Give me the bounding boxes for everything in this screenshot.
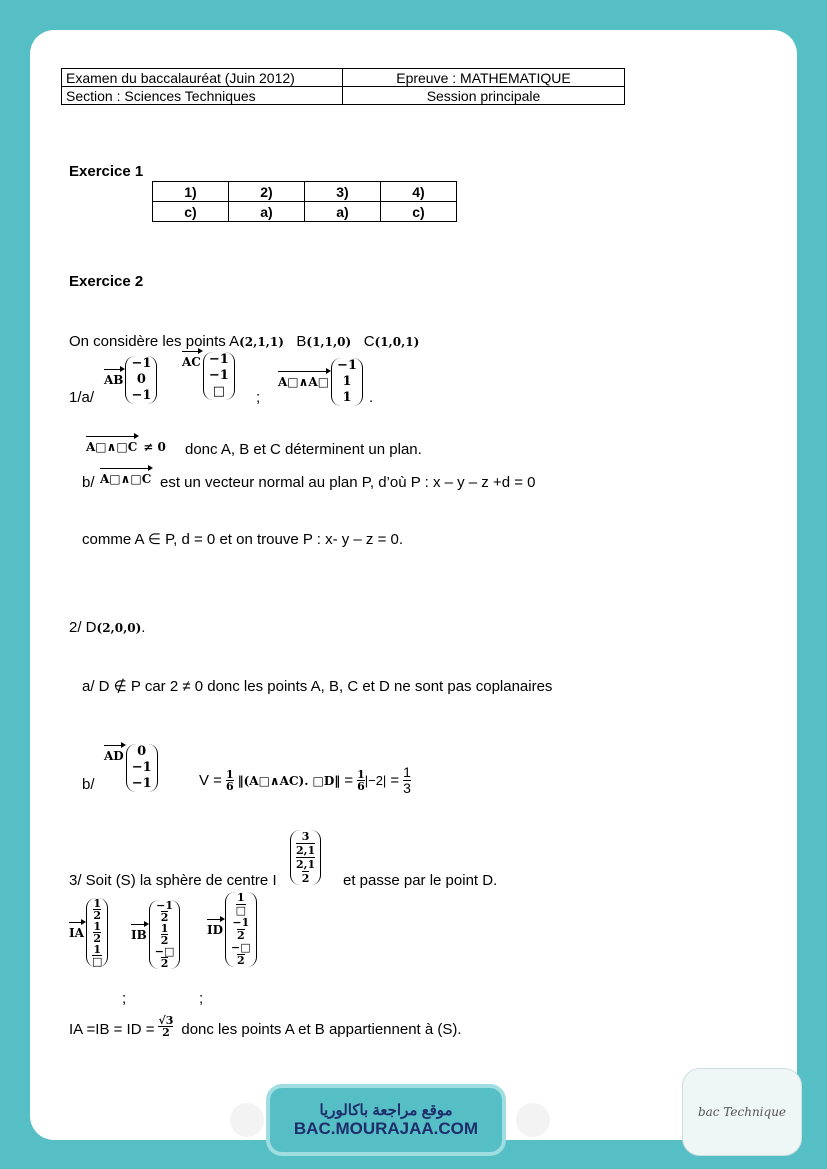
component: 1 xyxy=(93,897,101,910)
normal-vector-label: A□∧□C xyxy=(100,472,152,486)
denominator: 2 xyxy=(162,1026,170,1039)
fraction-1-6 xyxy=(357,769,365,792)
question-cell: 4) xyxy=(381,182,457,202)
period: . xyxy=(141,619,146,636)
vector-AB-components xyxy=(125,356,157,404)
denominator: 6 xyxy=(357,780,365,793)
component: −1 xyxy=(208,352,229,367)
header-session: Session principale xyxy=(343,87,625,105)
component: □ xyxy=(235,904,247,917)
answer-cell: a) xyxy=(305,202,381,222)
component: −1 xyxy=(131,388,152,403)
exercise1-title: Exercice 1 xyxy=(69,163,144,180)
vector-AC-label: AC xyxy=(182,355,201,369)
banner-arabic: موقع مراجعة باكالوريا xyxy=(319,1102,453,1119)
vector-AD xyxy=(104,744,158,792)
denominator: 3 xyxy=(403,780,411,796)
component: −1 xyxy=(337,358,357,373)
equals: = xyxy=(344,772,354,789)
distance-line xyxy=(69,1015,462,1038)
vector-ID-label: ID xyxy=(207,922,224,937)
question-cell: 1) xyxy=(153,182,229,202)
vector-IB-components xyxy=(149,900,181,969)
stamp-text: bac Technique xyxy=(697,1105,787,1119)
answer-cell: c) xyxy=(153,202,229,222)
component: □ xyxy=(163,945,175,958)
vector-IB xyxy=(131,900,180,969)
coord-D: (2,0,0) xyxy=(96,621,142,635)
component: 2 xyxy=(237,954,245,967)
vector-ID xyxy=(207,892,257,967)
component: 1 xyxy=(241,916,250,929)
separator: ; xyxy=(256,389,261,406)
component: 2 xyxy=(93,932,101,945)
fraction-1-3 xyxy=(403,765,411,796)
numerator: 1 xyxy=(357,768,365,781)
component: 1 xyxy=(160,922,169,935)
brand-logo-right xyxy=(516,1103,550,1137)
component: 2 xyxy=(160,957,169,970)
component: 2 xyxy=(160,934,169,947)
sign: − xyxy=(156,899,166,912)
sign: − xyxy=(231,941,241,954)
points-line xyxy=(69,333,419,350)
vector-IA-label: IA xyxy=(69,925,84,940)
normal-vector xyxy=(100,472,153,486)
sign: − xyxy=(154,945,164,958)
cross-components xyxy=(331,358,363,406)
vector-cross-product xyxy=(278,358,363,406)
component: −1 xyxy=(208,368,229,383)
component: 1 xyxy=(165,899,174,912)
fraction-sqrt3-2 xyxy=(158,1015,173,1038)
q3-suffix: et passe par le point D. xyxy=(343,872,498,889)
component-row xyxy=(231,942,251,954)
period: . xyxy=(369,389,374,406)
brand-logo-left xyxy=(230,1103,264,1137)
component: 1 xyxy=(237,891,245,904)
answer-cell: a) xyxy=(229,202,305,222)
label-C: C xyxy=(363,333,375,350)
answer-cell: c) xyxy=(381,202,457,222)
volume-prefix: V = xyxy=(199,772,222,789)
coord-B: (1,1,0) xyxy=(306,335,352,349)
numerator: 1 xyxy=(225,768,234,781)
vector-IB-label: IB xyxy=(131,927,147,942)
vector-AC xyxy=(182,352,235,400)
component: 2 xyxy=(237,929,245,942)
absolute-value: |−2| xyxy=(364,773,387,788)
question-cell: 2) xyxy=(229,182,305,202)
volume-formula xyxy=(199,765,411,796)
fraction-1-6 xyxy=(226,769,234,792)
component: 3 xyxy=(301,830,310,843)
bac-technique-stamp xyxy=(682,1068,802,1156)
q3-text: 3/ Soit (S) la sphère de centre I xyxy=(69,872,277,889)
component-row xyxy=(155,946,175,957)
q2b-label: b/ xyxy=(82,776,95,793)
q2-label xyxy=(69,619,145,636)
center-I xyxy=(290,830,321,885)
exercise1-answer-table xyxy=(152,181,457,222)
question-cell: 3) xyxy=(305,182,381,202)
component: 2 xyxy=(301,872,310,885)
label-B: B xyxy=(296,333,307,350)
cross-nonzero-label: A□∧□C xyxy=(86,440,138,454)
volume-expression: ‖(A□∧AC). □D‖ xyxy=(237,773,341,788)
banner-url[interactable]: BAC.MOURAJAA.COM xyxy=(293,1119,479,1138)
header-subject: Epreuve : MATHEMATIQUE xyxy=(343,69,625,87)
numerator: √3 xyxy=(158,1014,174,1027)
intro-text: On considère les points A xyxy=(69,333,240,350)
vector-IA-components xyxy=(86,898,108,967)
header-section: Section : Sciences Techniques xyxy=(62,87,343,105)
cross-label: A□∧A□ xyxy=(278,375,330,389)
vector-AD-label: AD xyxy=(104,749,124,763)
component: −1 xyxy=(131,760,152,775)
component: 2 xyxy=(93,909,101,922)
vector-ID-components xyxy=(225,892,257,967)
component: 1 xyxy=(93,920,101,933)
q1b-label: b/ xyxy=(82,474,95,491)
equals: = xyxy=(390,772,400,789)
q2-text: 2/ D xyxy=(69,619,97,636)
q1a-label: 1/a/ xyxy=(69,389,95,406)
component: □ xyxy=(212,384,225,399)
q2a-text: a/ D ∉ P car 2 ≠ 0 donc les points A, B, C et D ne sont pas coplanaires xyxy=(82,678,553,695)
denominator: 6 xyxy=(225,780,234,793)
normal-text: est un vecteur normal au plan P, d’où P : x – y – z +d = 0 xyxy=(160,474,536,491)
component: 1 xyxy=(342,390,352,405)
plan-conclusion: donc A, B et C déterminent un plan. xyxy=(185,441,422,458)
header-exam: Examen du baccalauréat (Juin 2012) xyxy=(62,69,343,87)
neq-zero: ≠ 0 xyxy=(143,440,166,454)
component-row xyxy=(156,900,173,911)
distance-text: IA =IB = ID = xyxy=(69,1021,155,1038)
component: 0 xyxy=(136,372,146,387)
component: 2 xyxy=(160,911,169,924)
component: −1 xyxy=(131,776,152,791)
vector-AC-components xyxy=(203,352,235,400)
plane-equation: comme A ∈ P, d = 0 et on trouve P : x- y – z = 0. xyxy=(82,531,404,548)
component-row xyxy=(232,917,249,929)
cross-nonzero xyxy=(86,440,166,454)
component: −1 xyxy=(131,356,152,371)
separator: ; xyxy=(122,990,127,1007)
component: 0 xyxy=(137,744,147,759)
component: 2,1 xyxy=(296,844,316,857)
exam-header-table xyxy=(61,68,625,105)
site-banner[interactable] xyxy=(270,1088,502,1152)
coord-A: (2,1,1) xyxy=(239,335,284,349)
numerator: 1 xyxy=(403,764,411,780)
sign: − xyxy=(232,916,242,929)
center-I-components xyxy=(290,830,321,885)
component: □ xyxy=(91,955,103,968)
component: □ xyxy=(240,941,251,954)
exercise2-title: Exercice 2 xyxy=(69,273,144,290)
component: 1 xyxy=(342,374,352,389)
separator: ; xyxy=(199,990,204,1007)
component: 1 xyxy=(93,943,101,956)
vector-AD-components xyxy=(126,744,158,792)
vector-IA xyxy=(69,898,108,967)
coord-C: (1,0,1) xyxy=(374,335,420,349)
vector-AB-label: AB xyxy=(104,373,124,387)
distance-conclusion: donc les points A et B appartiennent à (S). xyxy=(181,1021,462,1038)
component: 2,1 xyxy=(296,858,316,871)
vector-AB xyxy=(104,356,157,404)
